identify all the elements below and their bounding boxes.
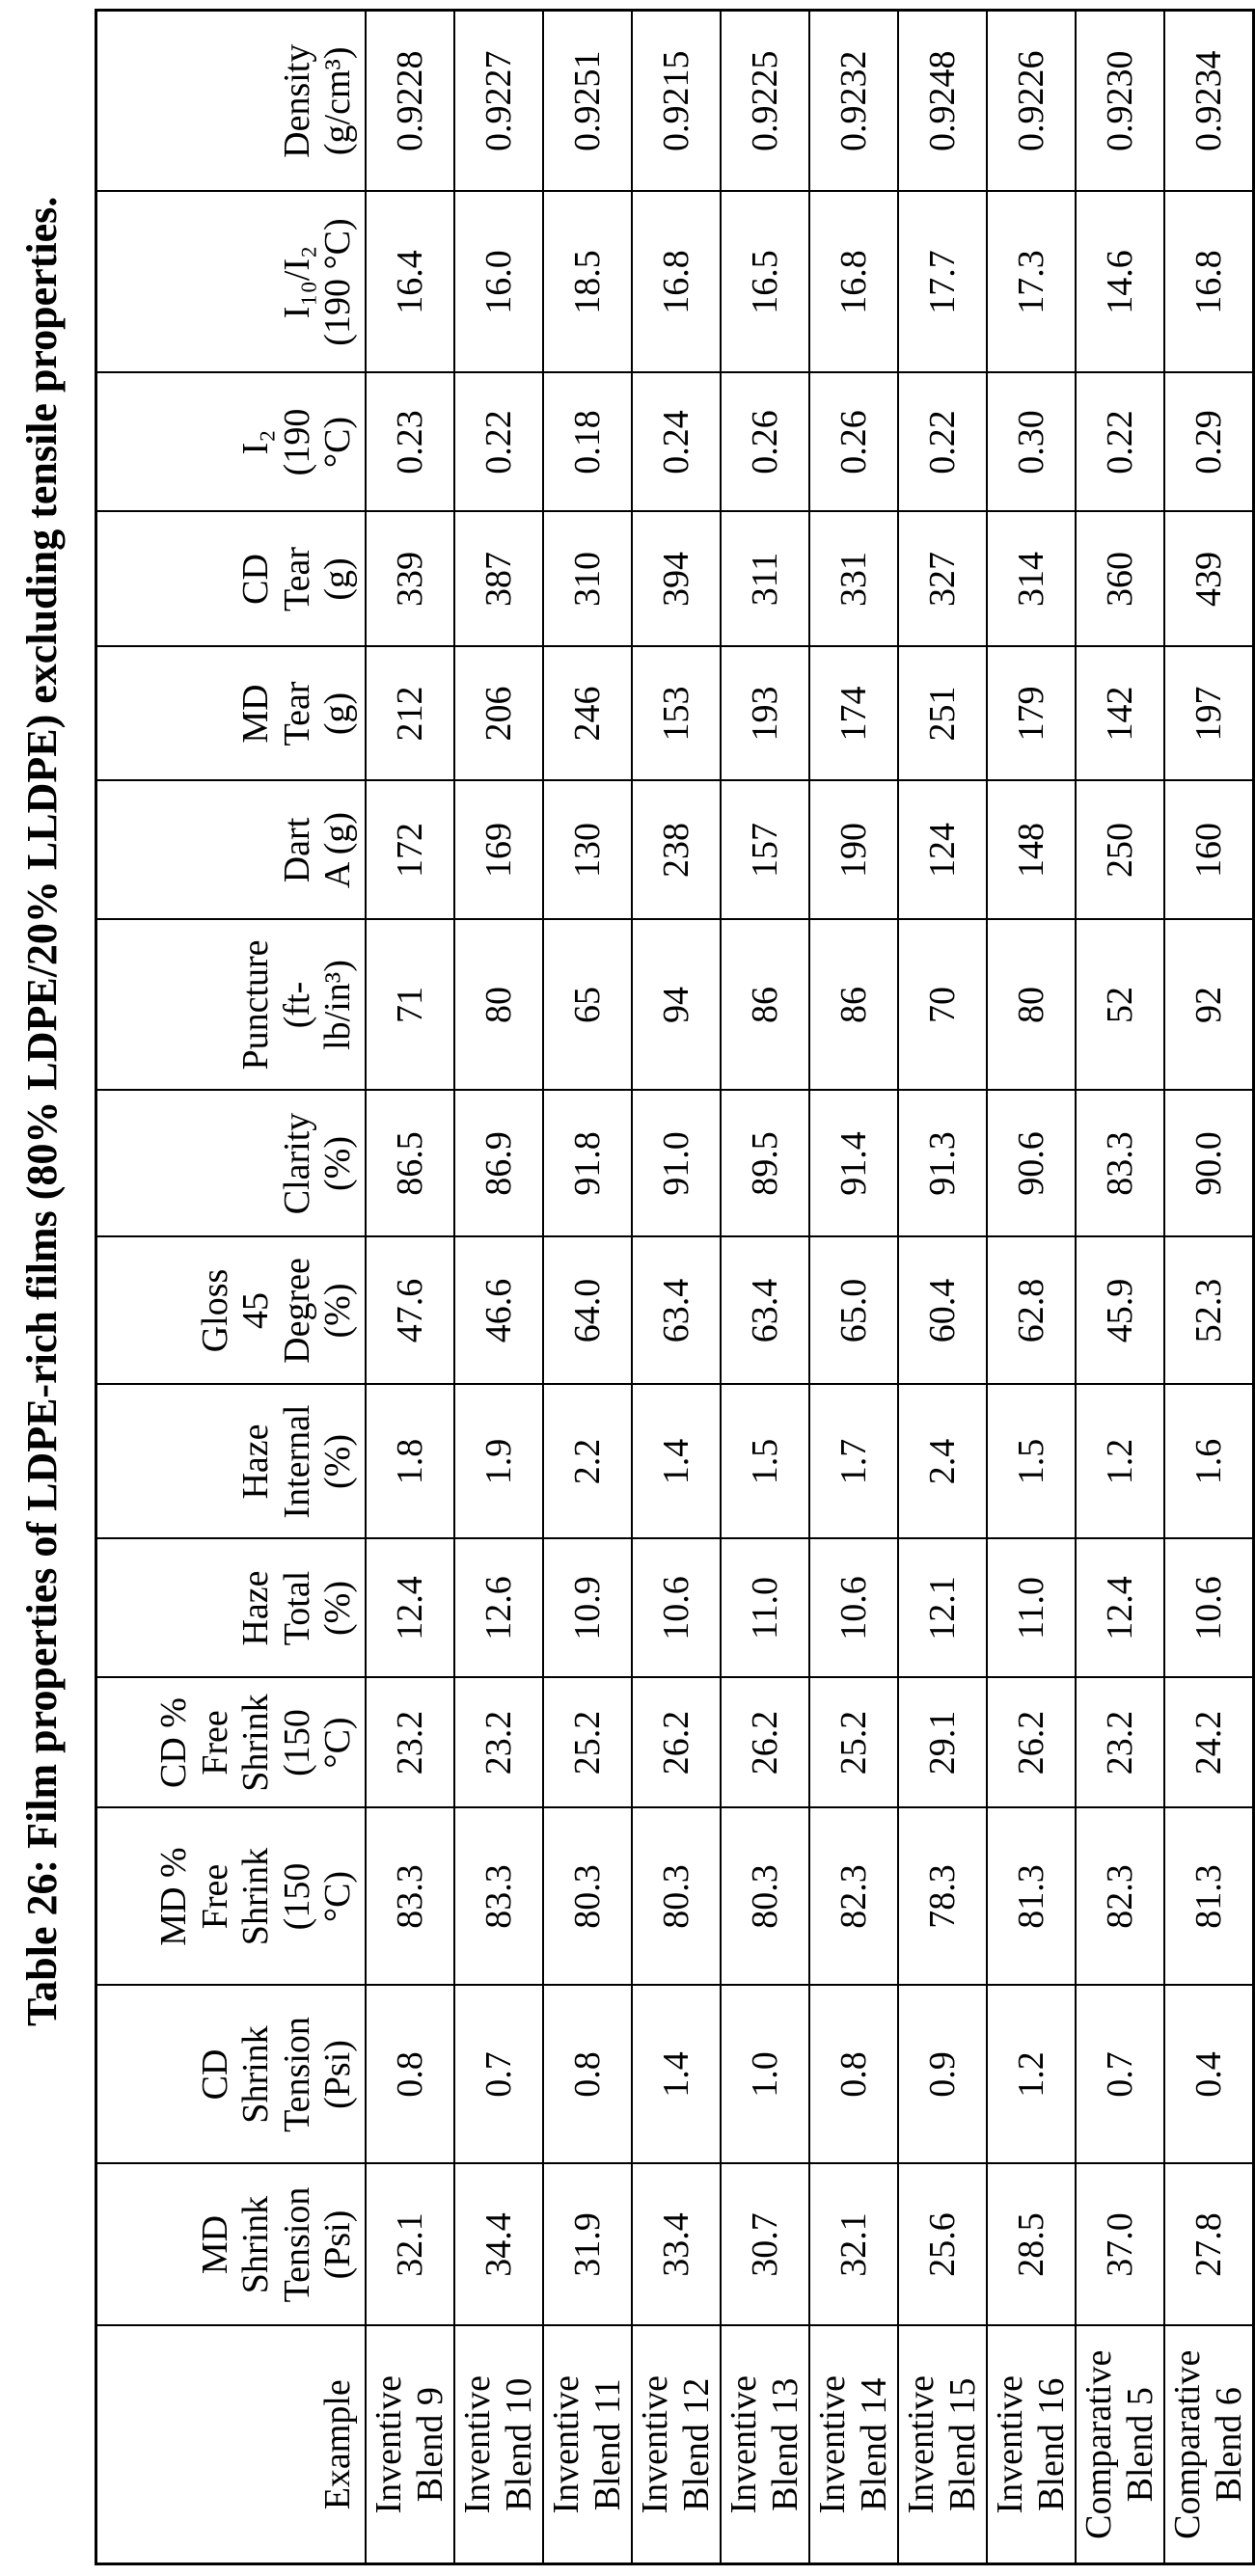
value-cell: 17.3 xyxy=(987,192,1076,373)
value-cell: 0.23 xyxy=(366,373,454,512)
value-cell: 250 xyxy=(1076,781,1164,920)
value-cell: 1.9 xyxy=(454,1385,543,1539)
value-cell: 197 xyxy=(1164,647,1254,781)
value-cell: 71 xyxy=(366,920,454,1091)
value-cell: 157 xyxy=(721,781,809,920)
value-cell: 16.8 xyxy=(809,192,898,373)
value-cell: 16.8 xyxy=(1164,192,1254,373)
column-header: Gloss 45 Degree (%) xyxy=(96,1237,367,1385)
column-header: Density (g/cm³) xyxy=(96,11,367,192)
value-cell: 1.0 xyxy=(721,1986,809,2164)
table-row xyxy=(1076,11,1164,2564)
value-cell: 172 xyxy=(366,781,454,920)
value-cell: 78.3 xyxy=(898,1808,987,1986)
value-cell: 90.0 xyxy=(1164,1091,1254,1237)
value-cell: 339 xyxy=(366,512,454,647)
table-row xyxy=(454,11,543,2564)
value-cell: 18.5 xyxy=(543,192,632,373)
column-header: Haze Internal (%) xyxy=(96,1385,367,1539)
value-cell: 83.3 xyxy=(454,1808,543,1986)
value-cell: 0.9248 xyxy=(898,11,987,192)
value-cell: 1.6 xyxy=(1164,1385,1254,1539)
value-cell: 142 xyxy=(1076,647,1164,781)
value-cell: 14.6 xyxy=(1076,192,1164,373)
value-cell: 86.5 xyxy=(366,1091,454,1237)
value-cell: 174 xyxy=(809,647,898,781)
value-cell: 1.2 xyxy=(1076,1385,1164,1539)
value-cell: 310 xyxy=(543,512,632,647)
value-cell: 2.2 xyxy=(543,1385,632,1539)
table-row xyxy=(809,11,898,2564)
value-cell: 0.9251 xyxy=(543,11,632,192)
value-cell: 1.5 xyxy=(987,1385,1076,1539)
value-cell: 12.6 xyxy=(454,1539,543,1678)
table-row xyxy=(987,11,1076,2564)
value-cell: 11.0 xyxy=(987,1539,1076,1678)
value-cell: 91.3 xyxy=(898,1091,987,1237)
example-cell: Inventive Blend 10 xyxy=(454,2326,543,2564)
value-cell: 80 xyxy=(454,920,543,1091)
value-cell: 0.9 xyxy=(898,1986,987,2164)
value-cell: 25.2 xyxy=(809,1678,898,1808)
value-cell: 89.5 xyxy=(721,1091,809,1237)
table-row xyxy=(721,11,809,2564)
value-cell: 160 xyxy=(1164,781,1254,920)
value-cell: 26.2 xyxy=(632,1678,721,1808)
value-cell: 86 xyxy=(809,920,898,1091)
value-cell: 86 xyxy=(721,920,809,1091)
value-cell: 25.6 xyxy=(898,2164,987,2326)
table-row xyxy=(898,11,987,2564)
value-cell: 25.2 xyxy=(543,1678,632,1808)
value-cell: 0.7 xyxy=(1076,1986,1164,2164)
value-cell: 16.5 xyxy=(721,192,809,373)
value-cell: 81.3 xyxy=(1164,1808,1254,1986)
value-cell: 0.9232 xyxy=(809,11,898,192)
value-cell: 80.3 xyxy=(543,1808,632,1986)
value-cell: 153 xyxy=(632,647,721,781)
value-cell: 81.3 xyxy=(987,1808,1076,1986)
value-cell: 12.4 xyxy=(1076,1539,1164,1678)
table-row xyxy=(632,11,721,2564)
value-cell: 327 xyxy=(898,512,987,647)
table-row xyxy=(366,11,454,2564)
value-cell: 12.4 xyxy=(366,1539,454,1678)
value-cell: 94 xyxy=(632,920,721,1091)
value-cell: 86.9 xyxy=(454,1091,543,1237)
column-header: I₁₀/I₂ (190 °C) xyxy=(96,192,367,373)
value-cell: 65 xyxy=(543,920,632,1091)
value-cell: 2.4 xyxy=(898,1385,987,1539)
column-header: CD Shrink Tension (Psi) xyxy=(96,1986,367,2164)
value-cell: 1.4 xyxy=(632,1385,721,1539)
value-cell: 23.2 xyxy=(366,1678,454,1808)
column-header: Example xyxy=(96,2326,367,2564)
value-cell: 0.9215 xyxy=(632,11,721,192)
example-cell: Inventive Blend 13 xyxy=(721,2326,809,2564)
value-cell: 32.1 xyxy=(809,2164,898,2326)
rotated-page xyxy=(0,0,1255,2576)
value-cell: 10.6 xyxy=(809,1539,898,1678)
value-cell: 32.1 xyxy=(366,2164,454,2326)
value-cell: 0.26 xyxy=(721,373,809,512)
value-cell: 0.22 xyxy=(454,373,543,512)
example-cell: Inventive Blend 15 xyxy=(898,2326,987,2564)
column-header: Dart A (g) xyxy=(96,781,367,920)
value-cell: 33.4 xyxy=(632,2164,721,2326)
table-body xyxy=(366,11,1254,2564)
value-cell: 31.9 xyxy=(543,2164,632,2326)
value-cell: 0.8 xyxy=(366,1986,454,2164)
value-cell: 82.3 xyxy=(1076,1808,1164,1986)
value-cell: 16.0 xyxy=(454,192,543,373)
value-cell: 17.7 xyxy=(898,192,987,373)
header-row xyxy=(96,11,367,2564)
value-cell: 0.9234 xyxy=(1164,11,1254,192)
example-cell: Inventive Blend 16 xyxy=(987,2326,1076,2564)
value-cell: 65.0 xyxy=(809,1237,898,1385)
value-cell: 0.9230 xyxy=(1076,11,1164,192)
value-cell: 64.0 xyxy=(543,1237,632,1385)
value-cell: 83.3 xyxy=(1076,1091,1164,1237)
value-cell: 0.8 xyxy=(543,1986,632,2164)
value-cell: 0.8 xyxy=(809,1986,898,2164)
value-cell: 46.6 xyxy=(454,1237,543,1385)
example-cell: Inventive Blend 14 xyxy=(809,2326,898,2564)
value-cell: 52 xyxy=(1076,920,1164,1091)
value-cell: 387 xyxy=(454,512,543,647)
value-cell: 179 xyxy=(987,647,1076,781)
value-cell: 212 xyxy=(366,647,454,781)
example-cell: Inventive Blend 9 xyxy=(366,2326,454,2564)
column-header: I₂ (190 °C) xyxy=(96,373,367,512)
value-cell: 0.22 xyxy=(1076,373,1164,512)
value-cell: 0.4 xyxy=(1164,1986,1254,2164)
value-cell: 80.3 xyxy=(632,1808,721,1986)
value-cell: 91.4 xyxy=(809,1091,898,1237)
value-cell: 0.24 xyxy=(632,373,721,512)
value-cell: 23.2 xyxy=(1076,1678,1164,1808)
example-cell: Comparative Blend 6 xyxy=(1164,2326,1254,2564)
value-cell: 91.0 xyxy=(632,1091,721,1237)
value-cell: 27.8 xyxy=(1164,2164,1254,2326)
column-header: MD Shrink Tension (Psi) xyxy=(96,2164,367,2326)
value-cell: 24.2 xyxy=(1164,1678,1254,1808)
value-cell: 11.0 xyxy=(721,1539,809,1678)
value-cell: 62.8 xyxy=(987,1237,1076,1385)
value-cell: 26.2 xyxy=(721,1678,809,1808)
value-cell: 0.30 xyxy=(987,373,1076,512)
value-cell: 1.2 xyxy=(987,1986,1076,2164)
value-cell: 0.18 xyxy=(543,373,632,512)
value-cell: 82.3 xyxy=(809,1808,898,1986)
value-cell: 10.6 xyxy=(1164,1539,1254,1678)
value-cell: 0.9227 xyxy=(454,11,543,192)
value-cell: 52.3 xyxy=(1164,1237,1254,1385)
value-cell: 394 xyxy=(632,512,721,647)
value-cell: 12.1 xyxy=(898,1539,987,1678)
value-cell: 148 xyxy=(987,781,1076,920)
value-cell: 70 xyxy=(898,920,987,1091)
value-cell: 130 xyxy=(543,781,632,920)
value-cell: 91.8 xyxy=(543,1091,632,1237)
value-cell: 47.6 xyxy=(366,1237,454,1385)
value-cell: 193 xyxy=(721,647,809,781)
value-cell: 311 xyxy=(721,512,809,647)
value-cell: 124 xyxy=(898,781,987,920)
value-cell: 29.1 xyxy=(898,1678,987,1808)
value-cell: 16.8 xyxy=(632,192,721,373)
value-cell: 1.7 xyxy=(809,1385,898,1539)
value-cell: 92 xyxy=(1164,920,1254,1091)
value-cell: 90.6 xyxy=(987,1091,1076,1237)
column-header: Haze Total (%) xyxy=(96,1539,367,1678)
example-cell: Inventive Blend 12 xyxy=(632,2326,721,2564)
table-title: Table 26: Film properties of LDPE-rich films (80% LDPE/20% LLDPE) excluding tensile properties. xyxy=(17,197,67,2026)
column-header: CD % Free Shrink (150 °C) xyxy=(96,1678,367,1808)
value-cell: 0.26 xyxy=(809,373,898,512)
example-cell: Comparative Blend 5 xyxy=(1076,2326,1164,2564)
value-cell: 80 xyxy=(987,920,1076,1091)
value-cell: 26.2 xyxy=(987,1678,1076,1808)
value-cell: 37.0 xyxy=(1076,2164,1164,2326)
value-cell: 206 xyxy=(454,647,543,781)
value-cell: 63.4 xyxy=(721,1237,809,1385)
value-cell: 331 xyxy=(809,512,898,647)
value-cell: 60.4 xyxy=(898,1237,987,1385)
value-cell: 169 xyxy=(454,781,543,920)
column-header: CD Tear (g) xyxy=(96,512,367,647)
column-header: MD Tear (g) xyxy=(96,647,367,781)
value-cell: 10.9 xyxy=(543,1539,632,1678)
value-cell: 314 xyxy=(987,512,1076,647)
value-cell: 0.9228 xyxy=(366,11,454,192)
value-cell: 10.6 xyxy=(632,1539,721,1678)
value-cell: 23.2 xyxy=(454,1678,543,1808)
value-cell: 1.8 xyxy=(366,1385,454,1539)
value-cell: 28.5 xyxy=(987,2164,1076,2326)
value-cell: 246 xyxy=(543,647,632,781)
value-cell: 190 xyxy=(809,781,898,920)
value-cell: 80.3 xyxy=(721,1808,809,1986)
value-cell: 0.29 xyxy=(1164,373,1254,512)
column-header: Puncture (ft- lb/in³) xyxy=(96,920,367,1091)
value-cell: 251 xyxy=(898,647,987,781)
value-cell: 238 xyxy=(632,781,721,920)
value-cell: 1.5 xyxy=(721,1385,809,1539)
value-cell: 0.9226 xyxy=(987,11,1076,192)
value-cell: 0.7 xyxy=(454,1986,543,2164)
value-cell: 30.7 xyxy=(721,2164,809,2326)
table-row xyxy=(1164,11,1254,2564)
example-cell: Inventive Blend 11 xyxy=(543,2326,632,2564)
value-cell: 360 xyxy=(1076,512,1164,647)
value-cell: 16.4 xyxy=(366,192,454,373)
column-header: Clarity (%) xyxy=(96,1091,367,1237)
value-cell: 0.22 xyxy=(898,373,987,512)
value-cell: 45.9 xyxy=(1076,1237,1164,1385)
value-cell: 0.9225 xyxy=(721,11,809,192)
value-cell: 63.4 xyxy=(632,1237,721,1385)
value-cell: 34.4 xyxy=(454,2164,543,2326)
film-properties-table xyxy=(95,9,1255,2565)
value-cell: 83.3 xyxy=(366,1808,454,1986)
value-cell: 439 xyxy=(1164,512,1254,647)
table-row xyxy=(543,11,632,2564)
column-header: MD % Free Shrink (150 °C) xyxy=(96,1808,367,1986)
value-cell: 1.4 xyxy=(632,1986,721,2164)
